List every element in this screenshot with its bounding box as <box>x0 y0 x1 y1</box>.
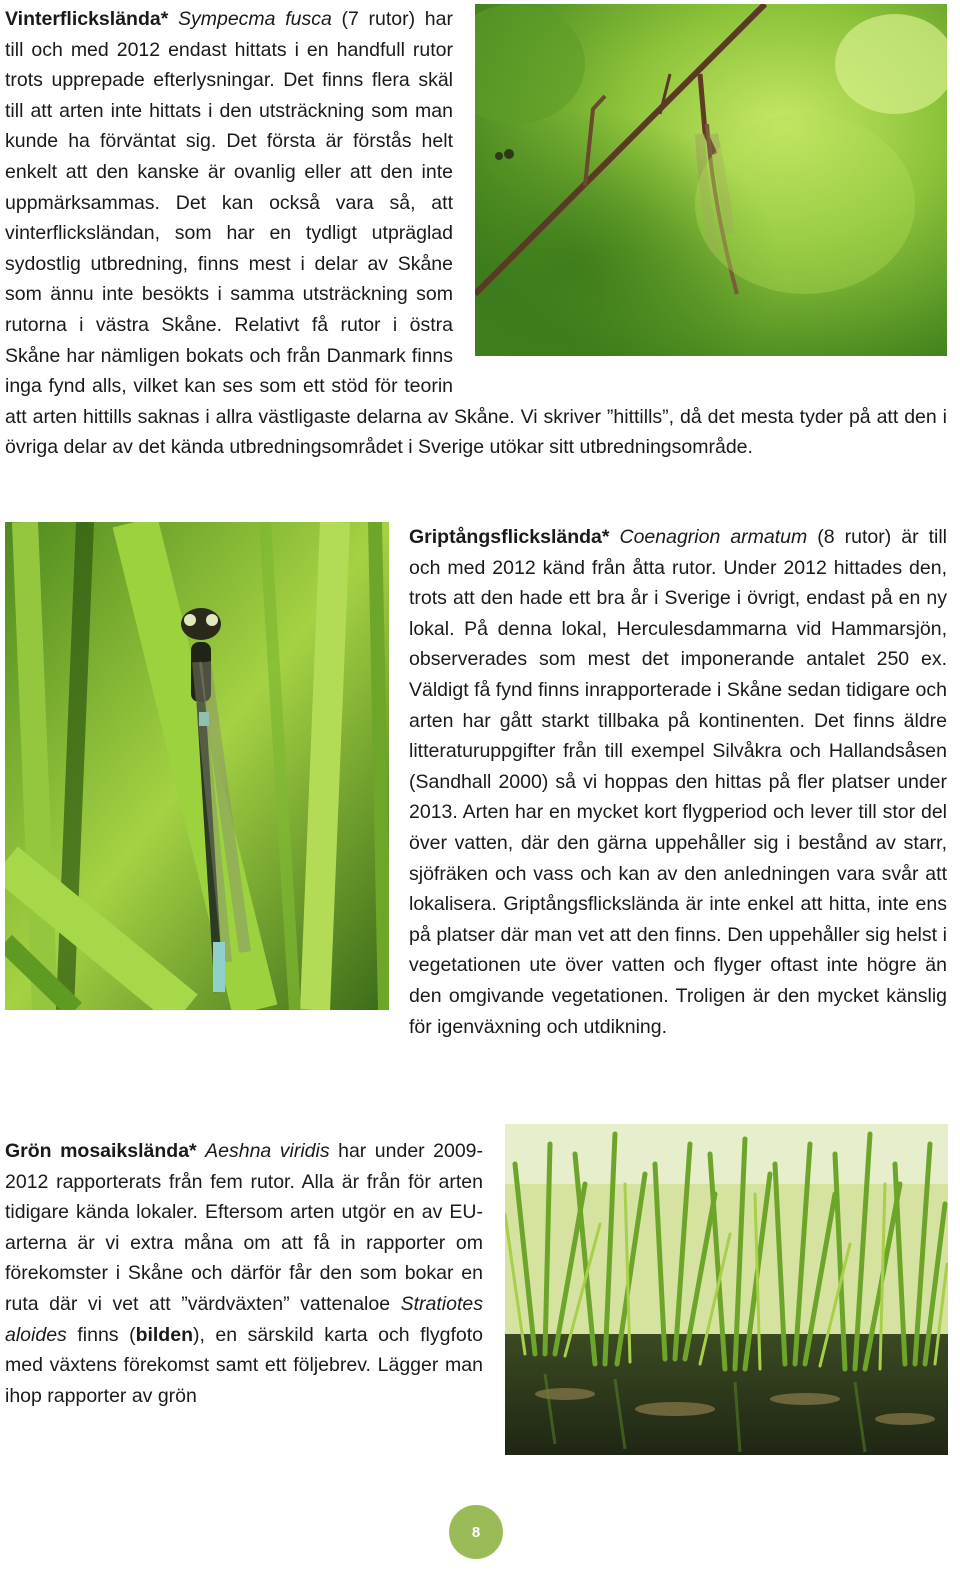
species-latin-1: Sympecma fusca <box>177 8 332 30</box>
species-name-2: Griptångsflickslända* <box>409 526 610 548</box>
species-text-2: (8 rutor) är till och med 2012 känd från åtta rutor. Under 2012 hittades den, trots att den hade ett bra år i Sverige i övrigt, endast på en ny lokal. På denna lokal, Herculesdammarna vid Hammarsjön, observerades som mest det imponerande antalet 250 ex. Väldigt få fynd finns inrapporterade i Skåne sedan tidigare och arten har gått starkt tillbaka på kontinenten. Det finns äldre litteraturuppgifter från till exempel Silvåkra och Hallandsåsen (Sandhall 2000) så vi hoppas den hittas på fler platser under 2013. Arten har en mycket kort flygperiod och lever till stor del över vatten, där den gärna uppehåller sig i bestånd av starr, sjöfräken och vass och kan av den anledningen vara svår att lokalisera. Griptångsflickslända är inte enkel att hitta, inte ens på platser där man vet att den finns. Den uppehåller sig helst i vegetationen ute över vatten och flyger oftast inte högre än den omgivande vegetationen. Troligen är den mycket känslig för igenväxning och utdikning. <box>409 526 947 1038</box>
species-text-3a: har under 2009-2012 rapporterats från fem rutor. Alla är från för arten tidigare kända lokaler. Eftersom arten utgör en av EU-arterna är vi extra måna om att få in rapporter om förekomster i Skåne och därför får den som bokar en ruta där vi vet att ”värdväxten” vattenaloe <box>5 1140 484 1315</box>
page-number: 8 <box>471 1523 481 1541</box>
species-text-1: (7 rutor) har till och med 2012 endast hittats i en handfull rutor trots upprepade efterlysningar. Det finns flera skäl till att arten inte hittats i den utsträckning som man kunde ha förväntat sig. Det första är förstås helt enkelt att den kanske är ovanlig eller att den inte uppmärksammas. Det kan också vara så, att vinterflicksländan, som har en tydligt utpräglad sydostlig utbredning, finns mest i delar av Skåne som ännu inte besökts i samma utsträckning som rutorna i västra Skåne. Relativt få rutor i östra Skåne har nämligen bokats och från Danmark finns inga fynd alls, vilket kan ses som ett stöd för teorin att arten hittills saknas i allra västligaste delarna av Skåne. Vi skriver ”hittills”, då det mesta tyder på att den i övriga delar av det kända utbredningsområdet i Sverige utökar sitt utbredningsområde. <box>5 8 947 459</box>
plant-latin-name: Stratiotes aloides <box>5 1292 483 1346</box>
species-latin-3: Aeshna viridis <box>205 1140 330 1162</box>
species-text-3b: finns ( <box>77 1323 136 1346</box>
species-name-1: Vinterflickslända* <box>5 8 169 30</box>
species-latin-2: Coenagrion armatum <box>619 526 808 548</box>
damselfly-on-reed-photo <box>5 522 389 1010</box>
section-vinterflickslanda <box>5 4 947 463</box>
bilden-bold: bilden <box>135 1323 193 1346</box>
species-name-3: Grön mosaikslända* <box>5 1140 197 1162</box>
water-soldier-plants-photo <box>505 1124 948 1455</box>
section-gron-mosaikslanda <box>5 1136 483 1411</box>
dragonfly-on-twig-photo <box>475 4 947 356</box>
species-text-3c: ), en särskild karta och flygfoto med växtens förekomst samt ett följebrev. Lägger man ihop rapporter av grön <box>5 1323 484 1407</box>
page-number-badge <box>449 1505 503 1559</box>
section-griptangsflickslanda <box>5 522 947 1042</box>
